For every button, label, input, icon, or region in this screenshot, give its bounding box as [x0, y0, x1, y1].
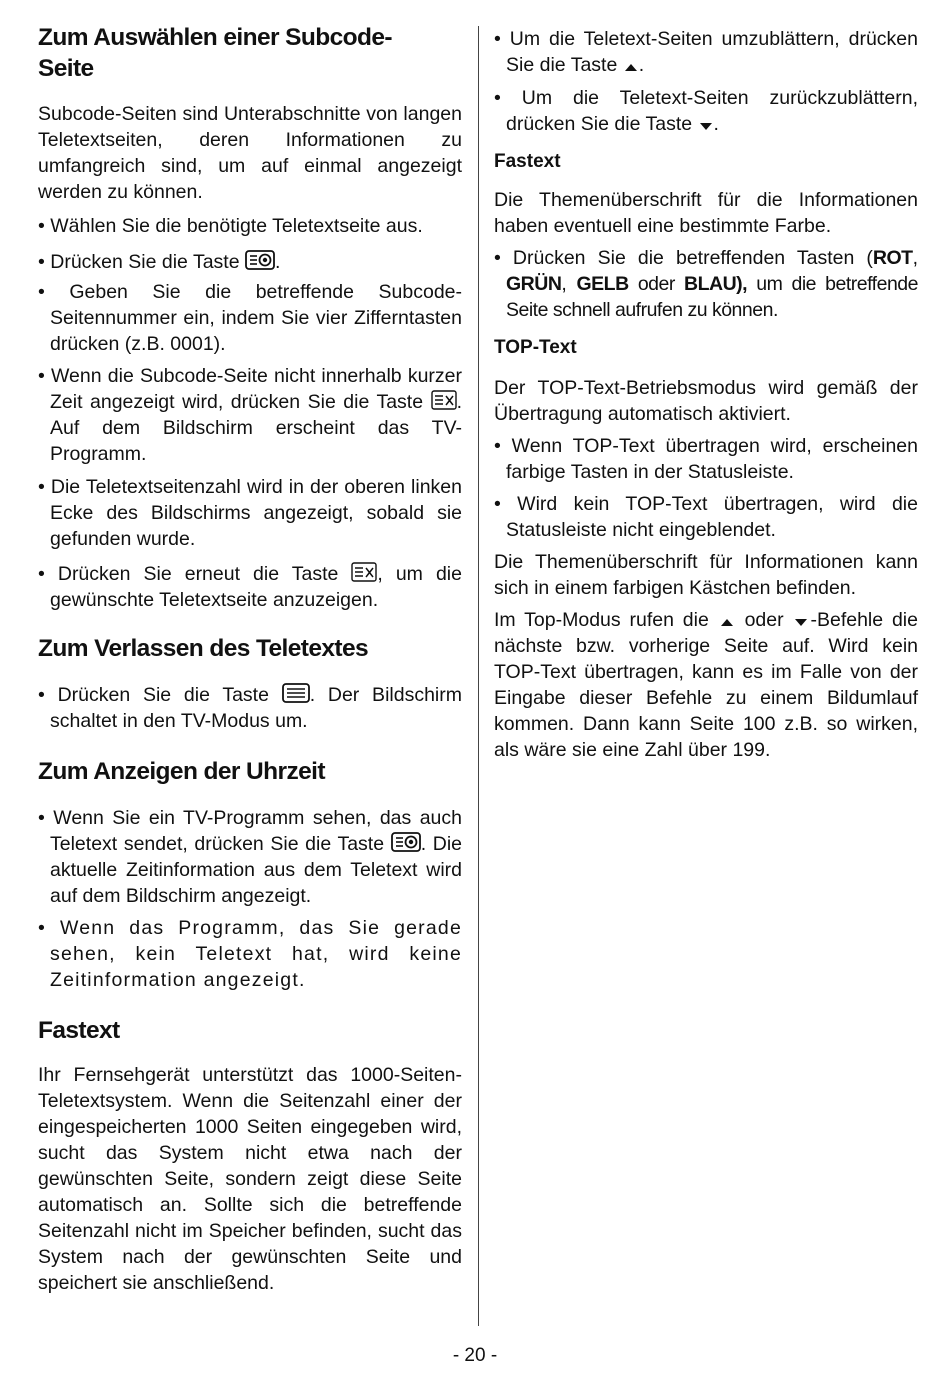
- nav-bullet-2: [494, 85, 918, 137]
- key-sep-2: ,: [561, 273, 577, 295]
- subcode-bullet-2-text: • Drücken Sie die Taste: [38, 251, 245, 273]
- nav-bullet-1-end: .: [638, 54, 645, 76]
- teletext-exit-icon: [351, 562, 377, 582]
- top-text-heading: TOP-Text: [494, 337, 577, 358]
- nav-bullet-2-text: • Um die Teletext-Seiten zurückzublättern, drücken Sie die Taste: [494, 87, 918, 135]
- clock-heading: Zum Anzeigen der Uhrzeit: [38, 758, 325, 785]
- subcode-bullet-6-text: • Drücken Sie erneut die Taste: [38, 563, 352, 585]
- clock-bullet-2: • Wenn das Programm, das Sie gerade sehen, kein Teletext hat, wird keine Zeitinformation angezeigt.: [38, 917, 462, 991]
- fastext-color-bullet-text: • Drücken Sie die betreffenden Tasten (: [494, 247, 873, 269]
- top-text-mode-info-a: Im Top-Modus rufen die: [494, 609, 718, 631]
- teletext-clock-icon: [245, 250, 275, 270]
- subcode-bullet-2: [38, 249, 462, 275]
- triangle-up-icon: [623, 61, 639, 73]
- key-sep-3: oder: [628, 273, 685, 295]
- exit-bullet-1: [38, 682, 462, 734]
- fastext-subheading: Fastext: [494, 151, 561, 172]
- nav-bullet-1-text: • Um die Teletext-Seiten umzublättern, drücken Sie die Taste: [494, 28, 918, 76]
- top-text-mode-info: [494, 607, 918, 763]
- clock-bullet-1-text: • Wenn Sie ein TV-Programm sehen, das auch Teletext sendet, drücken Sie die Taste: [38, 807, 462, 855]
- fastext-color-intro: Die Themenüberschrift für die Informationen haben eventuell eine bestimmte Farbe.: [494, 189, 918, 237]
- fastext-body: Ihr Fernsehgerät unterstützt das 1000-Seiten-Teletextsystem. Wenn die Seitenzahl einer der eingespeicherten 1000 Seiten eingegeben wird, sucht das System nicht etwa nach der gewünschten Seite, sondern zeigt diese Seite automatisch an. Sollte sich die betreffende Seitenzahl nicht im Speicher befinden, sucht das System nach der gewünschten Seite und speichert sie anschließend.: [38, 1064, 462, 1294]
- key-gelb: GELB: [576, 273, 629, 295]
- subcode-bullet-6-end: , um die gewünschte Teletextseite anzuzeigen.: [50, 563, 462, 611]
- key-sep-1: ,: [912, 247, 918, 269]
- left-column: [38, 22, 462, 1296]
- subcode-bullet-1: • Wählen Sie die benötigte Teletextseite aus.: [38, 215, 423, 237]
- subcode-bullet-4-text: • Wenn die Subcode-Seite nicht innerhalb kurzer Zeit angezeigt wird, drücken Sie die Taste: [38, 365, 462, 413]
- key-blau: BLAU),: [684, 273, 748, 295]
- exit-bullet-1-text: • Drücken Sie die Taste: [38, 684, 282, 706]
- clock-bullet-1-end: . Die aktuelle Zeitinformation aus dem Teletext wird auf dem Bildschirm angezeigt.: [50, 833, 462, 907]
- subcode-bullet-4-end: . Auf dem Bildschirm erscheint das TV-Programm.: [50, 391, 462, 465]
- top-text-mode-info-b: oder: [735, 609, 793, 631]
- triangle-down-icon: [698, 120, 714, 132]
- top-text-intro: Der TOP-Text-Betriebsmodus wird gemäß der Übertragung automatisch aktiviert.: [494, 377, 918, 425]
- top-text-mode-info-c: -Befehle die nächste bzw. vorherige Seite auf. Wird kein TOP-Text übertragen, kann es im Falle von der Eingabe dieser Befehle zu einem Bildumlauf kommen. Dann kann Seite 100 z.B. so wirken, als wäre sie eine Zahl über 199.: [494, 609, 918, 761]
- top-text-bullet-2: • Wird kein TOP-Text übertragen, wird die Statusleiste nicht eingeblendet.: [494, 493, 918, 541]
- key-rot: ROT: [872, 247, 913, 269]
- subcode-bullet-2-end: .: [275, 251, 281, 273]
- exit-bullet-1-end: . Der Bildschirm schaltet in den TV-Modus um.: [50, 684, 462, 732]
- nav-bullet-2-end: .: [713, 113, 719, 135]
- fastext-color-bullet: [494, 245, 918, 323]
- clock-bullet-1: [38, 805, 462, 909]
- top-text-bullet-1: • Wenn TOP-Text übertragen wird, erscheinen farbige Tasten in der Statusleiste.: [494, 435, 918, 483]
- subcode-bullet-3: • Geben Sie die betreffende Subcode-Seitennummer ein, indem Sie vier Zifferntasten drücken (z.B. 0001).: [38, 281, 462, 355]
- key-gruen: GRÜN: [506, 273, 562, 295]
- subcode-heading: Zum Auswählen einer Subcode-Seite: [38, 24, 392, 82]
- page-number: - 20 -: [452, 1345, 498, 1366]
- fastext-color-bullet-end: um die betreffende Seite schnell aufrufen zu können.: [506, 273, 918, 321]
- top-text-color-box: Die Themenüberschrift für Informationen kann sich in einem farbigen Kästchen befinden.: [494, 551, 918, 599]
- teletext-clock-icon: [391, 832, 421, 852]
- exit-heading: Zum Verlassen des Teletextes: [38, 635, 369, 662]
- subcode-intro: Subcode-Seiten sind Unterabschnitte von langen Teletextseiten, deren Informationen zu umfangreich sind, um auf einmal angezeigt werden zu können.: [38, 103, 462, 203]
- fastext-heading: Fastext: [38, 1017, 120, 1044]
- teletext-exit-icon: [431, 390, 457, 410]
- nav-bullet-1: [494, 26, 918, 78]
- teletext-mix-icon: [282, 683, 310, 703]
- subcode-bullet-6: [38, 561, 462, 613]
- subcode-bullet-4: [38, 363, 462, 467]
- column-divider: [478, 26, 479, 1326]
- triangle-up-icon: [718, 616, 736, 628]
- right-column: [494, 22, 918, 763]
- triangle-down-icon: [792, 616, 810, 628]
- subcode-bullet-5: • Die Teletextseitenzahl wird in der oberen linken Ecke des Bildschirms angezeigt, sobald sie gefunden wurde.: [38, 476, 462, 550]
